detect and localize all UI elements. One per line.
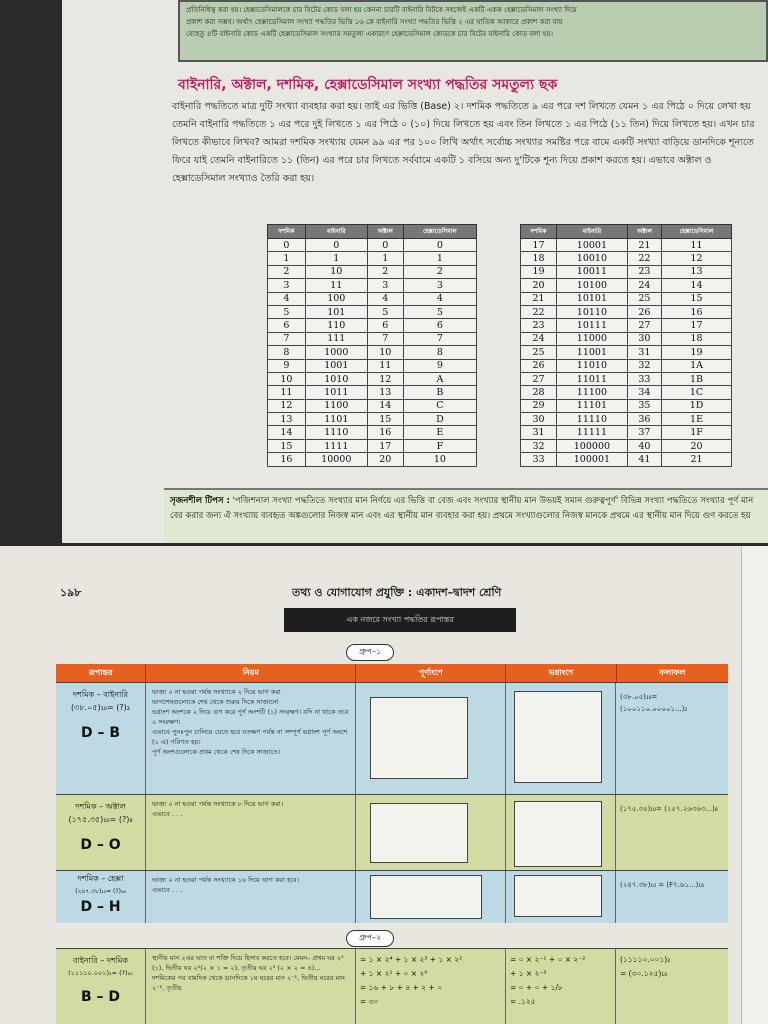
result-line: = (৩০.১২৫)₁₀ xyxy=(620,969,668,978)
table-header-cell: হেক্সাডেসিমাল xyxy=(662,225,732,239)
section-bar-label: এক নজরে সংখ্যা পদ্ধতির রূপান্তর xyxy=(346,615,454,624)
table-cell: 41 xyxy=(627,453,661,466)
result-line: (১১১১০.০০১)₂ xyxy=(620,955,671,964)
table-cell: 32 xyxy=(521,439,557,452)
table-header-cell: অক্টাল xyxy=(367,225,403,239)
division-ladder-graphic xyxy=(370,697,468,779)
table-cell: 21 xyxy=(662,453,732,466)
table-cell: 1C xyxy=(662,386,732,399)
table-cell: 11000 xyxy=(557,332,628,345)
table-header-cell: বাইনারি xyxy=(557,225,628,239)
rule-item: ভাগশেষগুলোকে শেষ থেকে শুরুর দিকে সাজানো xyxy=(152,698,279,706)
work-line: = ০ × ২⁻¹ + ০ × ২⁻² xyxy=(510,955,586,964)
table-cell: 5 xyxy=(403,305,476,318)
conversion-table-header xyxy=(56,664,728,682)
table-row xyxy=(521,252,732,265)
table-row xyxy=(268,399,477,412)
table-row xyxy=(521,426,732,439)
running-head: তথ্য ও যোগাযোগ প্রযুক্তি : একাদশ–দ্বাদশ শ্রেণি xyxy=(292,586,502,599)
equivalence-table-right xyxy=(520,224,732,467)
row-rules xyxy=(146,949,356,1024)
table-cell: 11011 xyxy=(557,372,628,385)
table-row xyxy=(268,319,477,332)
table-cell: 36 xyxy=(627,413,661,426)
table-cell: 0 xyxy=(268,239,306,252)
table-cell: 5 xyxy=(268,305,306,318)
integer-part-work xyxy=(356,795,506,871)
table-cell: 11111 xyxy=(557,426,628,439)
fraction-part-work xyxy=(506,795,616,871)
table-cell: 33 xyxy=(521,453,557,466)
tips-box xyxy=(164,488,768,543)
table-cell: 100000 xyxy=(557,439,628,452)
table-cell: 11010 xyxy=(557,359,628,372)
rule-item: এভাবে . . . xyxy=(152,886,183,894)
table-cell: 19 xyxy=(521,265,557,278)
work-line: = ১৬ + ৮ + ৪ + ২ + ০ xyxy=(360,983,443,992)
table-cell: 1101 xyxy=(305,413,367,426)
table-cell: 1100 xyxy=(305,399,367,412)
adjacent-page-edge xyxy=(741,546,768,1024)
table-cell: 10000 xyxy=(305,453,367,466)
table-cell: 19 xyxy=(662,346,732,359)
table-cell: 10110 xyxy=(557,305,628,318)
table-cell: 24 xyxy=(521,332,557,345)
row-title xyxy=(56,949,146,1024)
table-cell: 14 xyxy=(268,426,306,439)
table-cell: 17 xyxy=(367,439,403,452)
rule-item: ভাজ্য ০ না হওয়া পর্যন্ত সংখ্যাকে ২ দিয়ে ভাগ করা xyxy=(152,688,281,696)
multiplication-table-graphic xyxy=(514,691,602,783)
rule-item: ভাজ্য ০ না হওয়া পর্যন্ত সংখ্যাকে ৮ দিয়ে ভাগ করা। xyxy=(152,800,284,808)
table-cell: 100 xyxy=(305,292,367,305)
rule-item: এভাবে পুনঃপুন চালিয়ে যেতে হবে যতক্ষণ পর্যন্ত না সম্পূর্ণ ভগ্নাংশ পূর্ণ অংশে (১ এ) পরিণত হয়। xyxy=(152,728,348,746)
table-cell: 34 xyxy=(627,386,661,399)
integer-part-work xyxy=(356,683,506,795)
table-cell: 27 xyxy=(521,372,557,385)
table-cell: 2 xyxy=(268,265,306,278)
table-header-cell: হেক্সাডেসিমাল xyxy=(403,225,476,239)
row-rules xyxy=(146,683,356,795)
header-cell: পূর্ণাংশে xyxy=(356,664,506,682)
row-example: (২৪৭.৩৮)₁₀= (?)₁₆ xyxy=(75,888,126,895)
table-row xyxy=(521,413,732,426)
table-cell: 10001 xyxy=(557,239,628,252)
table-cell: 14 xyxy=(662,279,732,292)
table-cell: 23 xyxy=(521,319,557,332)
table-cell: 22 xyxy=(521,305,557,318)
table-row xyxy=(521,346,732,359)
work-line: = .১২৫ xyxy=(510,997,536,1006)
header-cell: ফলাফল xyxy=(659,667,686,677)
table-cell: 1 xyxy=(305,252,367,265)
fraction-part-work xyxy=(506,871,616,923)
table-cell: 1E xyxy=(662,413,732,426)
row-title xyxy=(56,871,146,923)
integer-part-work xyxy=(356,949,506,1024)
table-row xyxy=(521,386,732,399)
table-cell: 4 xyxy=(367,292,403,305)
table-cell: 101 xyxy=(305,305,367,318)
row-name: দশমিক – অক্টাল xyxy=(75,802,126,811)
table-cell: 10100 xyxy=(557,279,628,292)
table-cell: 11001 xyxy=(557,346,628,359)
table-cell: 1B xyxy=(662,372,732,385)
table-cell: 110 xyxy=(305,319,367,332)
intro-line: যেহেতু ৪টি বাইনারি কোড একটি হেক্সাডেসিমাল সংখ্যার সমতুল্য একারণে হেক্সাডেসিমাল কোডকে চার বিটের বাইনারি কোড বলা হয়। xyxy=(186,30,553,38)
table-cell: 11101 xyxy=(557,399,628,412)
table-cell: 32 xyxy=(627,359,661,372)
table-cell: 27 xyxy=(627,319,661,332)
table-cell: 11110 xyxy=(557,413,628,426)
table-cell: 20 xyxy=(662,439,732,452)
conversion-row-d-o xyxy=(56,794,728,871)
table-row xyxy=(268,265,477,278)
row-example: (১৭৫.৩৫)₁₀= (?)₈ xyxy=(68,815,133,824)
table-cell: 10 xyxy=(268,372,306,385)
table-cell: 1010 xyxy=(305,372,367,385)
table-cell: 24 xyxy=(627,279,661,292)
table-cell: 13 xyxy=(662,265,732,278)
table-cell: 1111 xyxy=(305,439,367,452)
table-cell: 10 xyxy=(305,265,367,278)
table-row xyxy=(268,359,477,372)
page-number: ১৯৮ xyxy=(60,586,82,599)
table-cell: 10101 xyxy=(557,292,628,305)
table-row xyxy=(268,426,477,439)
table-cell: 10 xyxy=(403,453,476,466)
table-cell: 25 xyxy=(627,292,661,305)
table-cell: 4 xyxy=(403,292,476,305)
row-code: B – D xyxy=(80,989,121,1005)
row-code: D – O xyxy=(80,837,121,853)
table-cell: 21 xyxy=(521,292,557,305)
integer-part-work xyxy=(356,871,506,923)
table-cell: 9 xyxy=(268,359,306,372)
table-row xyxy=(521,399,732,412)
table-cell: 13 xyxy=(268,413,306,426)
table-cell: 12 xyxy=(367,372,403,385)
multiplication-table-graphic xyxy=(514,875,602,917)
equivalence-table-left xyxy=(267,224,477,467)
table-cell: 30 xyxy=(627,332,661,345)
table-cell: 18 xyxy=(662,332,732,345)
table-cell: 1 xyxy=(403,252,476,265)
bottom-page-photo xyxy=(0,546,768,1024)
table-cell: 25 xyxy=(521,346,557,359)
fraction-part-work xyxy=(506,683,616,795)
table-cell: 15 xyxy=(268,439,306,452)
intro-line: প্রতিনিধিত্ব করা হয়। হেক্সাডেসিমালকে চার বিটের কোড বলা হয় কেননা চারটি বাইনারি বিটকে সহজেই একটি একক হেক্সাডেসিমাল সংখ্যা দিয়ে xyxy=(186,6,577,14)
table-row xyxy=(268,386,477,399)
table-row xyxy=(268,252,477,265)
table-cell: 14 xyxy=(367,399,403,412)
conversion-row-b-d xyxy=(56,948,728,1024)
work-line: + ১ × ২⁻³ xyxy=(510,969,547,978)
table-cell: 35 xyxy=(627,399,661,412)
table-cell: 2 xyxy=(367,265,403,278)
table-cell: 21 xyxy=(627,239,661,252)
table-row xyxy=(268,346,477,359)
rule-item: স্থানীয় মান ২এর ঘাত বা শক্তি দিয়ে হিসাব করতে হবে। যেমন– প্রথম ঘর ২⁰ (১), দ্বিতীয় ঘর ২¹(২ × ১ = ২), তৃতীয় ঘর ২² (২ × ২ = ৪)... xyxy=(152,954,344,972)
table-cell: 10111 xyxy=(557,319,628,332)
row-example: (১১১১০.০০১)₂= (?)₁₀ xyxy=(68,969,133,977)
table-row xyxy=(521,279,732,292)
rule-item: এভাবে . . . xyxy=(152,810,183,818)
table-cell: 10011 xyxy=(557,265,628,278)
table-cell: 7 xyxy=(367,332,403,345)
conversion-row-d-h xyxy=(56,870,728,923)
table-row xyxy=(268,332,477,345)
table-cell: 16 xyxy=(662,305,732,318)
table-cell: 40 xyxy=(627,439,661,452)
table-cell: 1 xyxy=(268,252,306,265)
table-cell: 16 xyxy=(367,426,403,439)
table-cell: 1A xyxy=(662,359,732,372)
table-cell: 31 xyxy=(627,346,661,359)
table-cell: 9 xyxy=(403,359,476,372)
tips-label: সৃজনশীল টিপস : xyxy=(170,496,230,506)
table-row xyxy=(521,372,732,385)
work-line: = ০ + ০ + ১/৮ xyxy=(510,983,563,992)
header-cell: ভগ্নাংশে xyxy=(506,664,616,682)
table-row xyxy=(268,292,477,305)
row-name: দশমিক – হেক্সা xyxy=(77,874,124,883)
table-cell: 20 xyxy=(521,279,557,292)
table-cell: 11 xyxy=(662,239,732,252)
table-cell: 3 xyxy=(367,279,403,292)
group-2-label: গ্রুপ–২ xyxy=(346,930,394,947)
table-cell: 20 xyxy=(367,453,403,466)
top-page-photo xyxy=(62,0,768,543)
table-cell: 0 xyxy=(367,239,403,252)
table-cell: 11100 xyxy=(557,386,628,399)
table-row xyxy=(521,239,732,252)
table-cell: 1011 xyxy=(305,386,367,399)
section-bar xyxy=(284,608,516,632)
table-cell: 1F xyxy=(662,426,732,439)
row-result xyxy=(616,949,728,1024)
table-row xyxy=(268,305,477,318)
table-cell: 100001 xyxy=(557,453,628,466)
row-rules xyxy=(146,795,356,871)
table-cell: 6 xyxy=(403,319,476,332)
work-line: = ৩০ xyxy=(360,997,379,1006)
table-row xyxy=(268,453,477,466)
header-cell: নিয়ম xyxy=(146,664,356,682)
table-header-cell: দশমিক xyxy=(521,225,557,239)
table-cell: 17 xyxy=(521,239,557,252)
table-row xyxy=(521,265,732,278)
table-cell: 7 xyxy=(403,332,476,345)
rule-item: দশমিকের পর বামদিক থেকে ডানদিকে ১ম ঘরের মান ২⁻¹, দ্বিতীয় ঘরের মান ২⁻², তৃতীয় xyxy=(152,974,345,992)
row-name: বাইনারি – দশমিক xyxy=(72,956,129,965)
intro-box xyxy=(178,0,768,62)
table-row xyxy=(268,439,477,452)
section-heading: বাইনারি, অক্টাল, দশমিক, হেক্সাডেসিমাল সংখ্যা পদ্ধতির সমতুল্য ছক xyxy=(178,77,558,93)
conversion-row-d-b xyxy=(56,682,728,795)
table-cell: 5 xyxy=(367,305,403,318)
table-cell: 1000 xyxy=(305,346,367,359)
table-cell: 0 xyxy=(305,239,367,252)
table-row xyxy=(521,305,732,318)
table-row xyxy=(521,319,732,332)
rule-item: পূর্ণ অংশগুলোকে প্রথম থেকে শেষ দিকে সাজাতে। xyxy=(152,748,281,756)
row-name: দশমিক – বাইনারি xyxy=(72,690,129,699)
table-cell: 6 xyxy=(268,319,306,332)
table-cell: 29 xyxy=(521,399,557,412)
table-cell: 15 xyxy=(367,413,403,426)
table-cell: 3 xyxy=(403,279,476,292)
multiplication-table-graphic xyxy=(514,801,602,867)
division-ladder-graphic xyxy=(370,875,482,919)
group-1-label: গ্রুপ–১ xyxy=(346,644,394,661)
table-row xyxy=(268,413,477,426)
table-cell: E xyxy=(403,426,476,439)
body-paragraph: বাইনারি পদ্ধতিতে মাত্র দুটি সংখ্যা ব্যবহার করা হয়। তাই এর ভিত্তি (Base) ২। দশমিক পদ্ধতিতে ৯ এর পরে দশ লিখতে যেমন ১ এর পিঠে ০ দিয়ে লেখা হয় তেমনি বাইনারি পদ্ধতিতে ১ এর পরে দুই লিখতে ১ এর পিঠে ০ (১০) দিয়ে লিখতে হয় এবং তিন লিখতে ১ এর পিঠে (১১ তিন) দিয়ে লিখতে হয়। এখন চার লিখতে কীভাবে লিখব? আমরা দশমিক সংখ্যায় যেমন ৯৯ এর পর ১০০ লিখি অর্থাৎ সর্বোচ্চ সংখ্যার সমষ্টির পরে বামে একটি সংখ্যা বাড়িয়ে ডানদিকে শূন্যতে ফিরে যাই তেমনি বাইনারিতে ১১ (তিন) এর পরে চার লিখতে সর্ববামে একটি ১ বসিয়ে অন্য দু'টিকে শূন্য দিয়ে প্রকাশ করতে হয়। এভাবে অক্টাল ও হেক্সাডেসিমাল সংখ্যাও তৈরি করা হয়। xyxy=(172,101,755,184)
row-rules xyxy=(146,871,356,923)
table-cell: 0 xyxy=(403,239,476,252)
work-line: = ১ × ২⁴ + ১ × ২³ + ১ × ২² xyxy=(360,955,463,964)
table-cell: 23 xyxy=(627,265,661,278)
row-result: (১৭৫.৩৫)₁₀= (২৫৭.২৬৩৬৩...)₈ xyxy=(616,795,728,871)
table-cell: 33 xyxy=(627,372,661,385)
table-cell: 15 xyxy=(662,292,732,305)
table-cell: 11 xyxy=(268,386,306,399)
table-header-cell: অক্টাল xyxy=(627,225,661,239)
header-cell: রূপান্তর xyxy=(56,664,146,682)
table-cell: 12 xyxy=(662,252,732,265)
table-header-cell: দশমিক xyxy=(268,225,306,239)
table-cell: 1001 xyxy=(305,359,367,372)
table-cell: 30 xyxy=(521,413,557,426)
tips-text: 'পজিশনাল সংখ্যা পদ্ধতিতে সংখ্যার মান নির্ণয়ে এর ভিত্তি বা বেজ এবং সংখ্যার স্থানীয় মান উভয়ই সমান গুরুত্বপূর্ণ' বিভিন্ন সংখ্যা পদ্ধতিতে সংখ্যার পূর্ণ মান বের করার জন্য ঐ সংখ্যায় ব্যবহৃত অঙ্কগুলোর নিজস্ব মান এবং এর স্থানীয় মান ব্যবহার করা হয়। প্রথমে সংখ্যাগুলোর নিজস্ব মানকে প্রথমে এর স্থানীয় মান দিয়ে গুণ করতে হয় xyxy=(170,496,754,521)
row-code: D – H xyxy=(80,899,121,915)
table-cell: 26 xyxy=(521,359,557,372)
table-row xyxy=(268,279,477,292)
table-cell: 31 xyxy=(521,426,557,439)
row-result: (৩৮.০৫)₁₀= (১০০১১০.০০০০১...)₂ xyxy=(616,683,728,795)
table-cell: 37 xyxy=(627,426,661,439)
table-cell: 2 xyxy=(403,265,476,278)
table-cell: F xyxy=(403,439,476,452)
table-row xyxy=(268,372,477,385)
table-row xyxy=(521,292,732,305)
table-cell: 26 xyxy=(627,305,661,318)
table-row xyxy=(521,439,732,452)
table-row xyxy=(521,332,732,345)
rule-item: ভাজ্য ০ না হওয়া পর্যন্ত সংখ্যাকে ১৬ দিয়ে ভাগ করা হবে। xyxy=(152,876,300,884)
table-row xyxy=(268,239,477,252)
table-cell: 18 xyxy=(521,252,557,265)
table-cell: 12 xyxy=(268,399,306,412)
table-cell: A xyxy=(403,372,476,385)
table-cell: 11 xyxy=(305,279,367,292)
table-row xyxy=(521,453,732,466)
row-example: (৩৮.০৫)₁₀= (?)₂ xyxy=(71,703,130,712)
table-cell: 10 xyxy=(367,346,403,359)
table-cell: 6 xyxy=(367,319,403,332)
table-cell: 10010 xyxy=(557,252,628,265)
table-header-cell: বাইনারি xyxy=(305,225,367,239)
division-ladder-graphic xyxy=(370,803,468,863)
table-row xyxy=(521,359,732,372)
table-cell: 16 xyxy=(268,453,306,466)
table-cell: 8 xyxy=(403,346,476,359)
table-cell: 1D xyxy=(662,399,732,412)
table-cell: C xyxy=(403,399,476,412)
work-line: + ১ × ২¹ + ০ × ২⁰ xyxy=(360,969,428,978)
table-cell: D xyxy=(403,413,476,426)
table-cell: 1 xyxy=(367,252,403,265)
table-cell: 111 xyxy=(305,332,367,345)
table-cell: 8 xyxy=(268,346,306,359)
table-cell: 4 xyxy=(268,292,306,305)
table-cell: 7 xyxy=(268,332,306,345)
table-cell: 22 xyxy=(627,252,661,265)
table-cell: 1110 xyxy=(305,426,367,439)
table-cell: B xyxy=(403,386,476,399)
rule-item: ভগ্নাংশ অংশকে ২ দিয়ে গুণ করে পূর্ণ অংশটি (১) সংরক্ষণ। যদি না থাকে তবে ০ সংরক্ষণ। xyxy=(152,708,349,726)
intro-line: প্রকাশ করা সম্ভব। অর্থাৎ হেক্সাডেসিমাল সংখ্যা পদ্ধতির ভিত্তি ১৬ কে বাইনারি সংখ্যা পদ্ধতির ভিত্তি ২ এর ঘাতিক আকারে প্রকাশ করা যায় xyxy=(186,18,563,26)
table-cell: 17 xyxy=(662,319,732,332)
row-result: (২৪৭.৩৮)₁₀ = (F৭.৬১...)₁₆ xyxy=(616,871,728,923)
row-code: D – B xyxy=(80,725,121,741)
table-cell: 28 xyxy=(521,386,557,399)
table-cell: 11 xyxy=(367,359,403,372)
table-cell: 13 xyxy=(367,386,403,399)
fraction-part-work xyxy=(506,949,616,1024)
table-cell: 3 xyxy=(268,279,306,292)
row-title xyxy=(56,683,146,795)
row-title xyxy=(56,795,146,871)
